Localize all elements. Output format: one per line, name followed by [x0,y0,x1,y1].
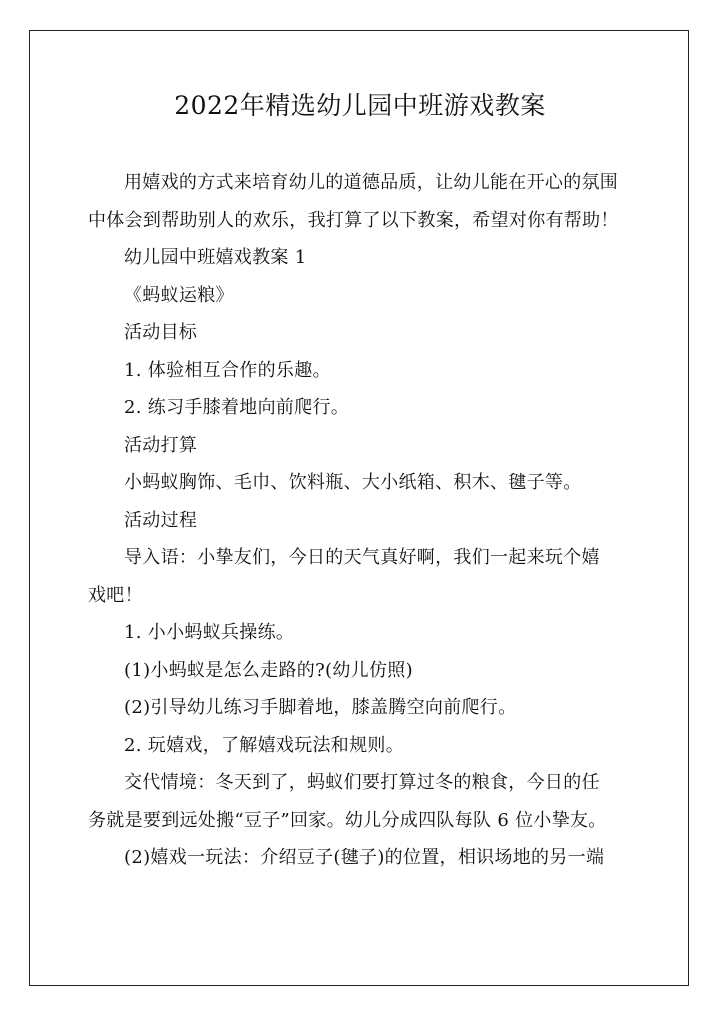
document-title: 2022年精选幼儿园中班游戏教案 [174,91,546,120]
lesson-title: 《蚂蚁运粮》 [124,284,234,306]
game-rule-line: (2)嬉戏一玩法：介绍豆子(毽子)的位置，相识场地的另一端 [124,847,605,868]
process-heading: 活动过程 [124,509,198,531]
step-1-sub-2: (2)引导幼儿练习手脚着地，膝盖腾空向前爬行。 [124,697,517,718]
intro-speech-line-2: 戏吧！ [88,584,143,606]
section-heading: 幼儿园中班嬉戏教案 1 [124,247,307,268]
step-1: 1. 小小蚂蚁兵操练。 [124,622,295,643]
goal-item-2: 2. 练习手膝着地向前爬行。 [124,397,350,418]
preparation-materials: 小蚂蚁胸饰、毛巾、饮料瓶、大小纸箱、积木、毽子等。 [124,472,582,493]
step-2: 2. 玩嬉戏，了解嬉戏玩法和规则。 [124,734,404,756]
document-body [88,164,644,877]
intro-speech-line-1: 导入语：小挚友们，今日的天气真好啊，我们一起来玩个嬉 [124,547,600,568]
step-1-sub-1: (1)小蚂蚁是怎么走路的?(幼儿仿照) [124,659,413,681]
preparation-heading: 活动打算 [124,434,198,456]
intro-line-2: 中体会到帮助别人的欢乐，我打算了以下教案，希望对你有帮助！ [88,209,619,231]
goals-heading: 活动目标 [124,322,198,343]
intro-line-1: 用嬉戏的方式来培育幼儿的道德品质，让幼儿能在开心的氛围 [124,172,619,193]
scenario-line-1: 交代情境：冬天到了，蚂蚁们要打算过冬的粮食，今日的任 [124,772,600,793]
goal-item-1: 1. 体验相互合作的乐趣。 [124,359,331,381]
scenario-line-2: 务就是要到远处搬“豆子”回家。幼儿分成四队每队 6 位小挚友。 [88,809,607,831]
